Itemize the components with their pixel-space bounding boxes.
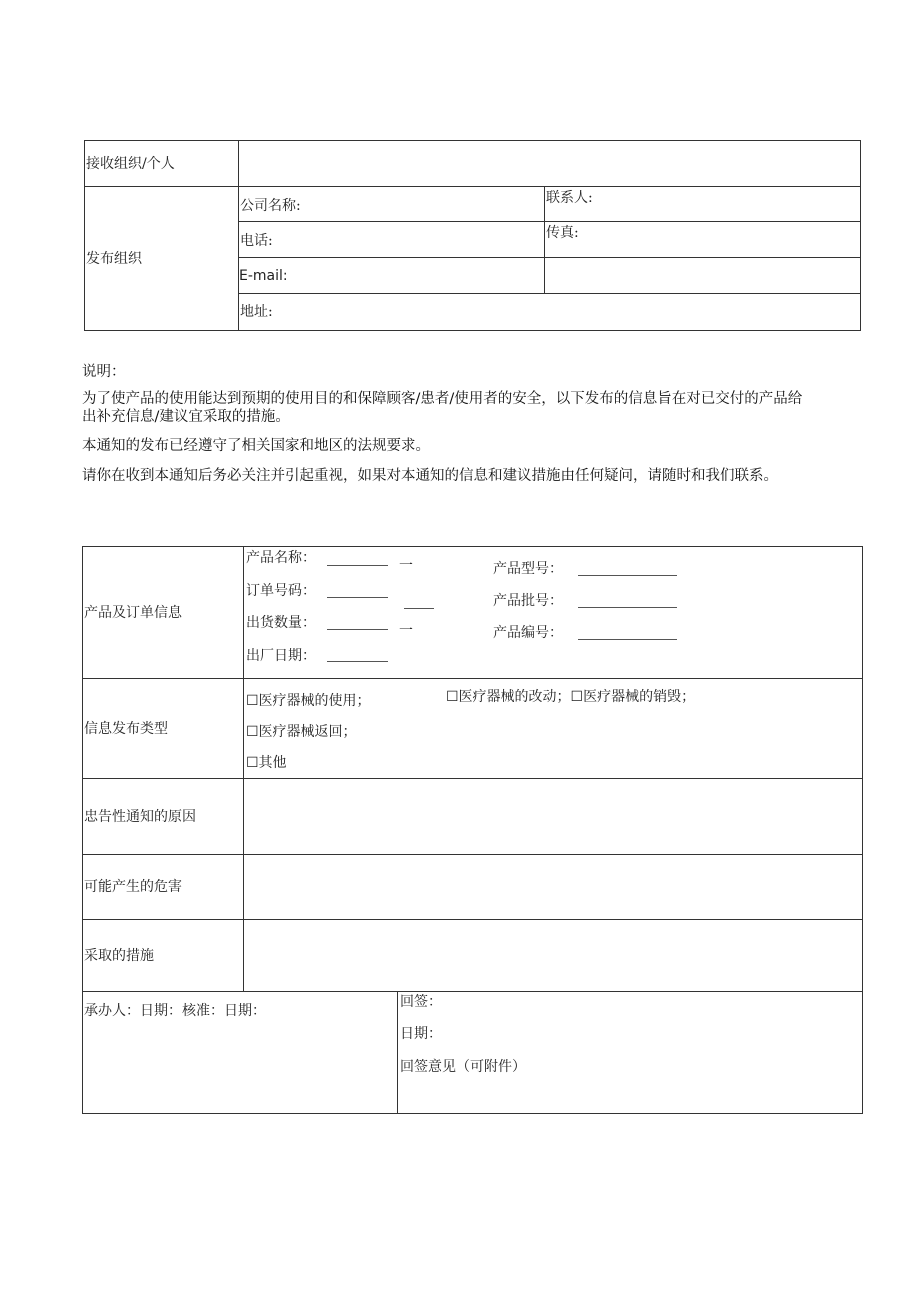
possible-hazard-label: 可能产生的危害 bbox=[84, 879, 182, 895]
reply-opinion-label: 回签意见（可附件） bbox=[400, 1059, 526, 1075]
publisher-label: 发布组织 bbox=[86, 251, 142, 267]
info-release-type-label: 信息发布类型 bbox=[84, 721, 168, 737]
product-name-field[interactable] bbox=[327, 565, 388, 566]
product-serial-field[interactable] bbox=[578, 639, 677, 640]
product-order-info-label: 产品及订单信息 bbox=[84, 605, 182, 621]
notes-paragraph-3: 请你在收到本通知后务必关注并引起重视，如果对本通知的信息和建议措施由任何疑问，请随时和我们联系。 bbox=[82, 468, 778, 484]
notes-heading: 说明： bbox=[82, 364, 126, 380]
notes-paragraph-2: 本通知的发布已经遵守了相关国家和地区的法规要求。 bbox=[82, 438, 430, 454]
recipient-label: 接收组织/个人 bbox=[86, 156, 175, 172]
notes-paragraph-1-line-1: 为了使产品的使用能达到预期的使用目的和保障顾客/患者/使用者的安全，以下发布的信息旨在对已交付的产品给 bbox=[82, 391, 803, 407]
order-number-label: 订单号码： bbox=[246, 583, 316, 599]
option-other[interactable]: ☐其他 bbox=[246, 755, 287, 771]
recipient-field[interactable] bbox=[240, 142, 858, 184]
option-device-use[interactable]: ☐医疗器械的使用； bbox=[246, 693, 371, 709]
product-model-field[interactable] bbox=[578, 575, 677, 576]
option-device-return[interactable]: ☐医疗器械返回； bbox=[246, 724, 357, 740]
product-model-label: 产品型号： bbox=[493, 561, 563, 577]
address-label: 地址: bbox=[240, 304, 273, 320]
order-number-field[interactable] bbox=[327, 597, 388, 598]
ship-date-label: 出厂日期： bbox=[246, 648, 316, 664]
email-label: E-mail: bbox=[239, 268, 288, 284]
reply-sign-label: 回签： bbox=[400, 994, 442, 1010]
dash-mark: 一 bbox=[399, 623, 413, 639]
shipment-quantity-label: 出货数量： bbox=[246, 615, 316, 631]
contact-person-label: 联系人: bbox=[546, 190, 593, 206]
phone-label: 电话: bbox=[240, 233, 273, 249]
fax-label: 传真: bbox=[546, 225, 579, 241]
company-name-label: 公司名称: bbox=[240, 198, 301, 214]
ship-date-field[interactable] bbox=[327, 661, 388, 662]
notes-paragraph-1-line-2: 出补充信息/建议宜采取的措施。 bbox=[82, 409, 290, 425]
advisory-reason-label: 忠告性通知的原因 bbox=[84, 809, 196, 825]
reply-date-label: 日期： bbox=[400, 1026, 442, 1042]
order-number-extra-field[interactable] bbox=[404, 608, 434, 609]
option-device-modify-destroy[interactable]: ☐医疗器械的改动；☐医疗器械的销毁； bbox=[446, 689, 696, 705]
shipment-quantity-field[interactable] bbox=[327, 629, 388, 630]
product-name-label: 产品名称： bbox=[246, 550, 316, 566]
handler-approval-label: 承办人：日期：核准：日期： bbox=[84, 1003, 266, 1019]
measures-taken-label: 采取的措施 bbox=[84, 948, 154, 964]
product-batch-label: 产品批号： bbox=[493, 593, 563, 609]
product-serial-label: 产品编号： bbox=[493, 625, 563, 641]
product-batch-field[interactable] bbox=[578, 607, 677, 608]
dash-mark: 一 bbox=[399, 558, 413, 574]
